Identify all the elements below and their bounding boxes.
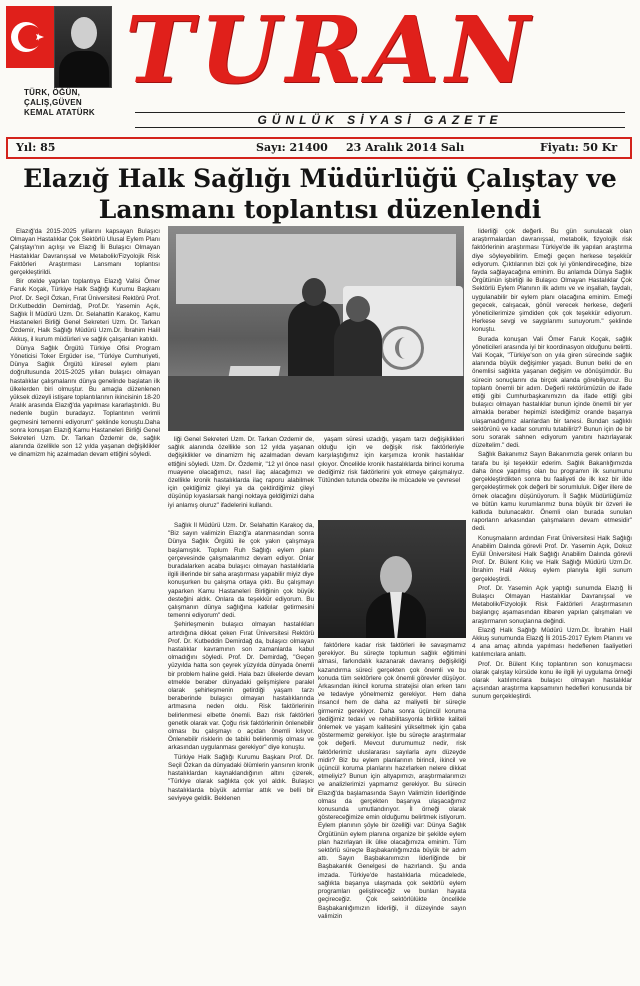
- motto: [24, 88, 134, 118]
- paragraph: yaşam süresi uzadığı, yaşam tarzı değişiklikleri olduğu için ve değişik risk faktörleriyle karşılaştığımız için karşımıza kronik hastalıklar çıkıyor. Öncelikle kronik hastalıklarda birinci koruma dediğimiz risk faktörlerini yok etmeye çalışmalıyız. Tütünden tutunda obezite ile mücadele ve çevresel: [318, 436, 464, 485]
- article-column-2: [168, 522, 314, 980]
- paragraph: Elazığ'da 2015-2025 yıllarını kapsayan Bulaşıcı Olmayan Hastalıklar Çok Sektörlü Ulusal Eylem Planı Çalıştayı'nın açılışı ve Elazığ İli Bulaşıcı Olmayan Hastalıklar Davranışsal ve Metabolik/Fizyolojik Risk Faktörleri Araştırması Lansmanı toplantısı gerçekleştirildi.: [10, 228, 160, 277]
- article-column-3: [318, 642, 466, 980]
- paragraph: faktörlere kadar risk faktörleri ile savaşmamız gerekiyor. Bu süreçte toplumun sağlık eğitimini almasi, farkındalık kazanarak davranış değişikliği kazandırma süreci gerçekten çok önemli ve bu konuda tüm sektörlere çok önemli görevler düşüyor. Arkasından ikincil koruma stratejisi olan erken tanı ve tedaviye yönelmemiz gerekiyor. Hem daha insancıl hem de daha az maliyetli bir süreçle girmemiz gerekiyor. Daha sonra üçüncül koruma dediğimiz tedavi ve rehabilitasyonla birlikte kaliteli önlemek ve yaşam kalitesini yükseltmek için çaba göstermemiz gerekiyor. İşte bu süreçte araştırmalar çok değerli. Mevcut durumumuz nedir, risk faktörlerimiz uluslararası sayılarla aynı düzeyde midir? Biz bu eylem planlarının birincil, ikincil ve üçüncül koruma planlarını hazırlarken nelere dikkat etmeliyiz? Bunun için altyapımızı, araştırmalarımızı ve analizlerimizi yapmamız gerekiyor. Bu sürecin Elazığ'da başlamasında Sayın Valimizin liderliğinde olması da gerçekten başarıya ulaşacağımız konusunda umutlandırıyor. İl örneği olarak göstereceğimize emin olduğumu belirtmek istiyorum. Eylem planının şöyle bir özelliği var: Dünya Sağlık Örgütünün eylem planına organize bir şekilde eylem plan hazırlayan ilk ülke olacağımıza eminim. Tüm sektörlü süreçte Başbakanlığımızda büyük bir adım attı. Sayın Başbakanımızın liderliğinde bir Başbakanlık Genelgesi de hazırlandı. Şu anda imzada. Türkiye'de hastalıklarla mücadelede, sağlıkta başarıya ulaşmada çok sektörlü eylem programları geliştireceğiz ve bunları hayata geçireceğiz. Çok sektörlülükte öncelikle Başbakanlığımızın liderliği, il düzeyinde sayın valimizin: [318, 642, 466, 920]
- paragraph: liderliği çok değerli. Bu gün sunulacak olan araştırmalardan davranışsal, metabolik, fizyolojik risk faktörlerinin araştırması Türkiye'de ilk yapılan araştırma diye söyleyebilirim. Emeği geçen herkese teşekkür ediyorum. Çıktılarının bizi çok iyi yönlendireceğine, bize fayda sağlayacağına eminim. Bu anlamda Dünya Sağlık Örgütünün işbirliği ile Bulaşıcı Olmayan Hastalıklar Çok Sektörlü Eylem Planının ilk adımı ve ve inşallah, faydalı, uygulanabilir bir eylem planı olacağına eminim. Emeği geçecek, calışacak, gönül verecek herkese, değerli yöneticilerimize şimdiden çok çok teşekkür ediyorum. Herkese sevgi ve saygılarımı sunuyorum." şeklinde konuştu.: [472, 228, 632, 334]
- conference-photo: [168, 226, 464, 431]
- article-column-under-photo-left: [168, 436, 314, 518]
- paragraph: Burada konuşan Vali Ömer Faruk Koçak, sağlık yöneticileri arasında iyi bir koordinasyon olduğunu belirtti. Vali Koçak, "Türkiye'son on yıla giren sürecinde sağlık alanında büyük değişimler yaşadı. Bunun belki de en önemlisi sağlıkta yaşanan değişim ve dönüşümdür. Bu sürecin sonuçlarını da birçok alanda görebiliyoruz. Bu toplantı önemli bir adım. Değerli rektörümüzün de ifade ettiği gibi Cumhurbaşkanımızın da ifade ettiği gibi bulaşıcı olmayan hastalıklar bunun içinde önemli bir yer almakla beraber hepimizi istediğimiz orande başarıya ulaşamadığımız alanlardan bir tanesi. Bundan sağlıklı sektörünü ve kadar sorumlu tutabiliriz? Bunun için de bir soru sorarak sahnen ediyorum yanıtını hazırlayarak düzeltelim." dedi.: [472, 335, 632, 450]
- year: Yıl: 85: [16, 141, 56, 154]
- paragraph: Prof. Dr. Yasemin Açık yaptığı sunumda Elazığ İli Bulaşıcı Olmayan Hastalıklar Davranışsal ve Metabolik/Fizyolojik Risk Faktörleri Araştırmasının başlangıç aşamasından itibaren yapılan çalışmaları ve araştırmanın sonuçlarına değindi.: [472, 584, 632, 625]
- ataturk-portrait: [54, 6, 112, 88]
- newspaper-logo: TURAN: [125, 0, 536, 104]
- speaker-photo: [318, 520, 466, 638]
- article-column-under-photo-right: [318, 436, 464, 518]
- paragraph: Şehirleşmenin bulaşıcı olmayan hastalıkları artırdığına dikkat çeken Fırat Üniversitesi Rektörü Prof. Dr. Kutbeddin Demirdağ da, bulaşıcı olmayan hastalıklar kavramının son zamanlarda kabul olmadığını söyledi. Prof. Dr. Demirdağ, "Geçen yüzyılda hatta son çeyrek yüzyılda dünyada önemli bir problem haline geldi. Hala bazı ülkelerde devam etmekle beraber dünyadaki gelişmişlere paralel olarak şehirleşmenin getirdiği yaşam tarzı beraberinde bulaşıcı olmayan hastalıklarında artmasına neden oldu. Risk faktörlerinin belirlenmesi elbette önemli. Bazı risk faktörleri genetik olarak var. Çoğu risk faktörlerinin önlenebilir olması bu çalışmayı o açıdan önemli kılıyor. Önlenebilir risklerin de tabiki belirlenmiş olması ve arkasından uygulanması gerekiyor" diye konuştu.: [168, 621, 314, 752]
- price: Fiyatı: 50 Kr: [540, 141, 618, 154]
- paragraph: Dünya Sağlık Örgütü Türkiye Ofisi Program Yöneticisi Toker Ergüder ise, "Türkiye Cumhuriyeti, Dünya Sağlık Örgütü küresel eylem planı doğrultusunda 2015-2025 yılları bulaşıcı olmayan hastalıklar çalışmalarını dünya genelinde başlatan ilk ülkelerden biri olmuştur. Bu amaçla düzenlenen yüksek düzeyli istişare toplantılarının ikincisinin 18-20 Aralık arasında Elazığ'da yapılması kararlaştırıldı. Bu nedenle bugün buradayız. Toplantının verimli geçmesini temenni ediyorum" şeklinde konuştu.Daha sonra konuşan Elazığ Kamu Hastaneleri Birliği Genel Sekreteri Uzm. Dr. Tarkan Özdemir de, sağlık alanında özellikle son 12 yılda yaşanan değişiklikler ve dinamizm hiç azalmadan devam ettiğini söyledi.: [10, 344, 160, 459]
- issue-number: Sayı: 21400: [256, 141, 328, 154]
- paragraph: Türkiye Halk Sağlığı Kurumu Başkanı Prof. Dr. Seçil Özkan da dünyadaki ölümlerin yarısının kronik hastalıklardan kaynaklandığının altını çizerek, "Türkiye olarak sağlıkta çok yol aldık. Bulaşıcı hastalıklarda büyük adımlar attık ve belli bir seviyeye geldik. Beklenen: [168, 753, 314, 802]
- paragraph: Sağlık Bakanımız Sayın Bakanımızla gerek onların bu tarafa bu işi teşekkür ederim. Sağlık Bakanlığımızda daha önce yapılmış olan bu programın ilk sunumunu gerçekleştirdikten sonra bu faaliyeti de ilk kez bir ilde gerçekleştirmek çok değerli bir sorumluluk. Diğer illere de örnek olacağını düşünüyorum. İl Sağlık Müdürlüğümüz ve bütün kamu kurumlarımız buna büyük bir özveri ile katkıda bulunacaktır. Önemli olan burada sunulan raporların arkasından çalışmaların devam etmesidir" dedi.: [472, 451, 632, 533]
- motto-line: KEMAL ATATÜRK: [24, 108, 96, 117]
- issue-info-bar: [6, 137, 632, 159]
- headline: Elazığ Halk Sağlığı Müdürlüğü Çalıştay ve Lansmanı toplantısı düzenlendi: [23, 164, 617, 224]
- motto-line: TÜRK, ÖĞÜN,: [24, 88, 81, 97]
- paragraph: Bir otelde yapılan toplantıya Elazığ Valisi Ömer Faruk Koçak, Türkiye Halk Sağlığı Kurumu Başkanı Prof. Dr. Seçil Özkan, Fırat Üniversitesi Rektörü Prof. Dr.Kutbeddin Demirdağ, Prof.Dr. Yasemin Açık, Sağlık İl Müdürü Uzm. Dr. Selahattin Karakoç, Kamu Hastaneleri Birliği Genel Sekreteri Uzm. Dr. Tarkan Özdemir, Halk Sağlığı Müdürü Uzm.Dr. İbrahim Halil Akkuş, il kurum müdürleri ve sağlık çalışanları katıldı.: [10, 278, 160, 343]
- paragraph: Elazığ Halk Sağlığı Müdürü Uzm.Dr. İbrahim Halil Akkuş sunumunda Elazığ İli 2015-2017 Eylem Planını ve 4 ana amaç altında yapılması hedeflenen faaliyetleri katılımcılara anlattı.: [472, 626, 632, 659]
- masthead: [0, 0, 640, 135]
- paragraph: Sağlık İl Müdürü Uzm. Dr. Selahattin Karakoç da, "Biz sayın valimizin Elazığ'a atanmasından sonra Dünya Sağlık Örgütü ile çok yakın çalışmaya başlamıştık. Toplum Ruh Sağlığı eylem planı çerçevesinde çalışmalarımız devam ediyor. Onlar buradalarken acaba bulaşıcı olmayan hastalıklarla ilgili illerinde bir saha araştırması yapabilir miyiz diye konuşurken bu çalışma ortaya çıktı. Bu çalışmayı yaparken Kamu Hastaneleri Birliğinin çok büyük desteğini aldık. Onlara da teşekkür ediyorum. Bu çalışmanın dünya sağlığına katkılar getirmesini temenni ediyorum" dedi.: [168, 522, 314, 620]
- paragraph: Prof. Dr. Bülent Kılıç toplantının son konuşmacısı olarak çalıştay kürsüde konu ile ilgili iyi uygulama örneği olarak katılımcılara bulaşıcı olmayan hastalıklar açısından araştırma kapsamının hedefleri konusunda bir sunum gerçekleştirdi.: [472, 660, 632, 701]
- article-column-1: [10, 228, 160, 528]
- motto-line: ÇALIŞ,GÜVEN: [24, 98, 82, 107]
- turkish-flag-icon: [6, 6, 56, 68]
- newspaper-subtitle: GÜNLÜK SİYASİ GAZETE: [135, 112, 625, 128]
- paragraph: Konuşmaların ardından Fırat Üniversitesi Halk Sağlığı Anabilim Dalında görevli Prof. Dr. Yasemin Açık, Dokuz Eylül Üniversitesi Halk Sağlığı Anabilim Dalında görevli Prof. Dr. Bülent Kılıç ve Halk Sağlığı Müdürü Uzm.Dr. İbrahim Halil Akkuş eylem planıyla ilgili sunum gerçekleştirdi.: [472, 534, 632, 583]
- paragraph: liği Genel Sekreteri Uzm. Dr. Tarkan Özdemir de, sağlık alanında özellikle son 12 yılda yaşanan değişiklikler ve dinamizm hiç azalmadan devam ettiğini söyledi. Uzm. Dr. Özdemir, "12 yıl önce nasıl muayene olacağımızı, nasıl ilaç alacağımızı ve özellikle kronik hastalıklarda ilaç raporu alabilmek için çektiğimiz çileyi ya da çektirdiğimiz çileyi düşünüp kıyaslarsak hangi noktaya geldiğimizi daha iyi anlamış oluruz" ifadelerini kullandı.: [168, 436, 314, 509]
- article-column-4: [472, 228, 632, 980]
- issue-date: 23 Aralık 2014 Salı: [346, 141, 465, 154]
